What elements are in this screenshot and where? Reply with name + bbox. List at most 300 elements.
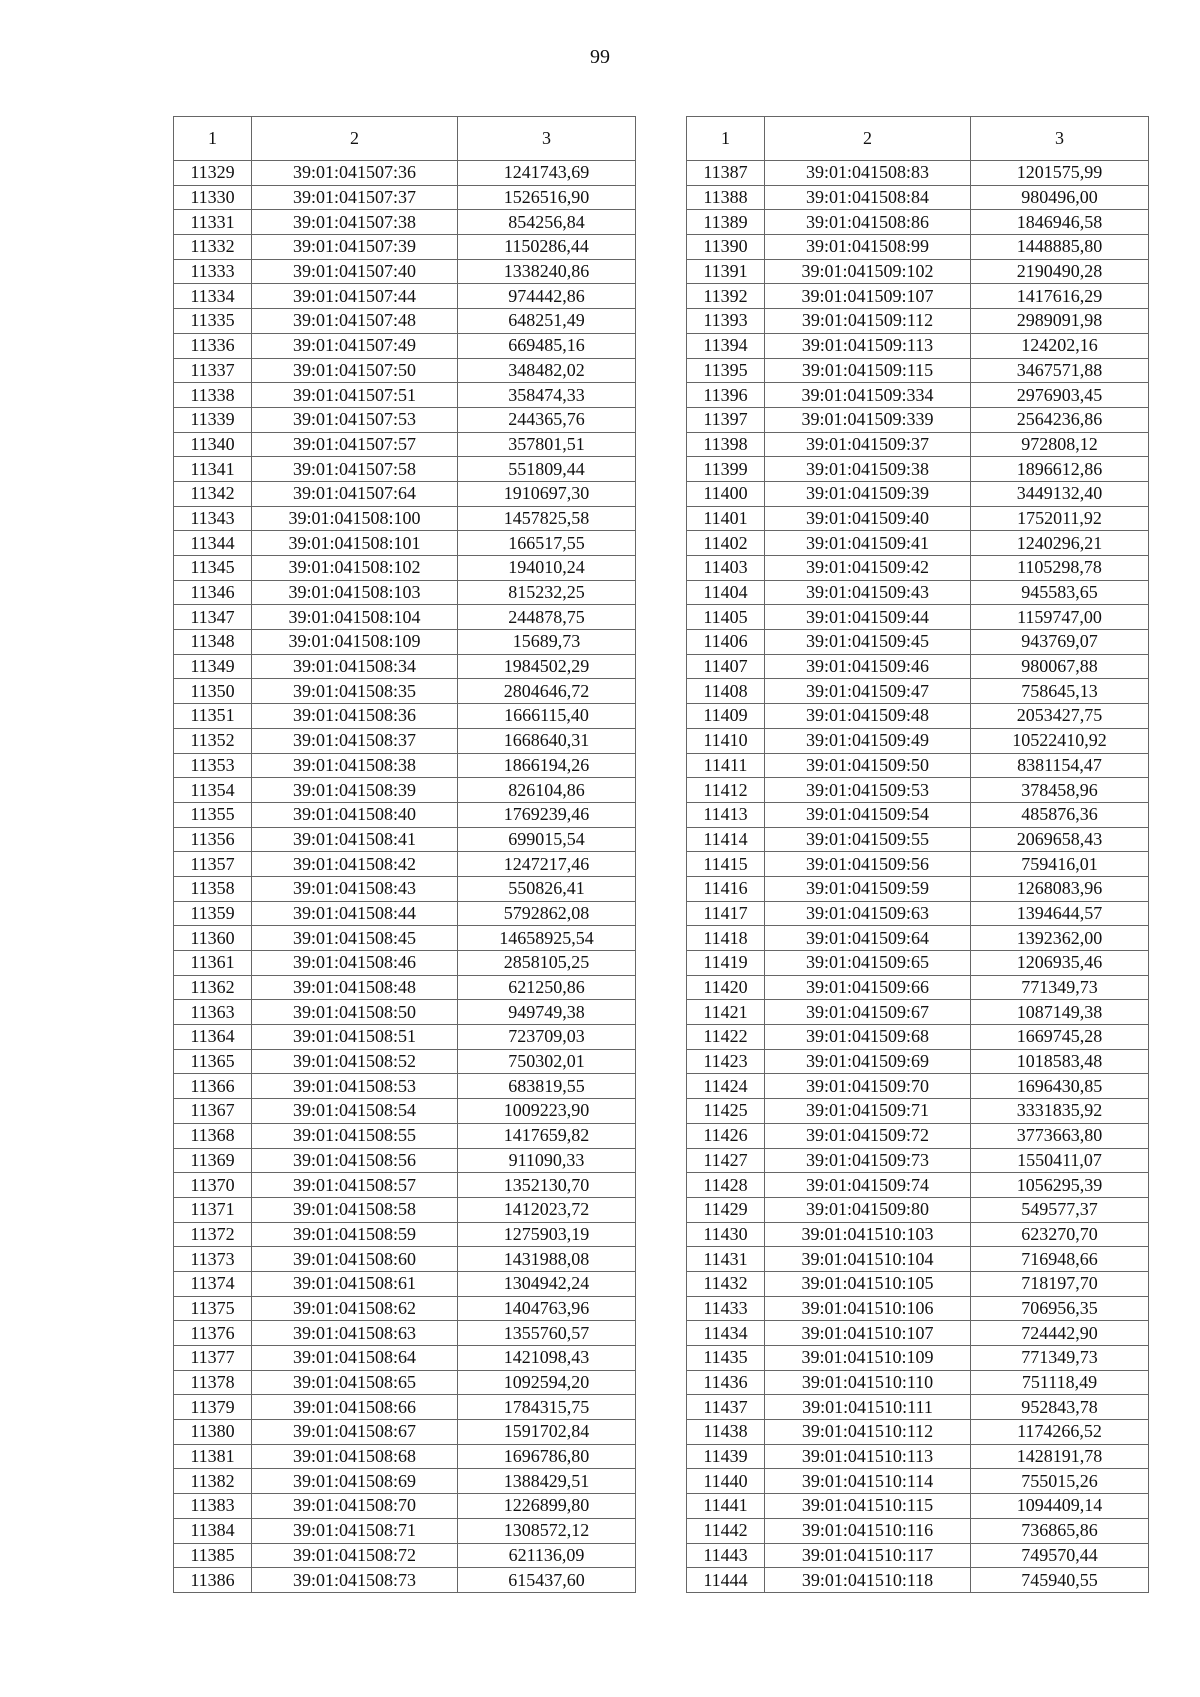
value-cell: 1247217,46 [458,852,636,877]
cadastral-number-cell: 39:01:041509:334 [765,383,971,408]
value-cell: 1150286,44 [458,235,636,260]
table-row [687,1074,1149,1099]
row-number-cell: 11404 [687,580,765,605]
row-number-cell: 11419 [687,951,765,976]
table-row [687,852,1149,877]
value-cell: 357801,51 [458,432,636,457]
value-cell: 706956,35 [971,1296,1149,1321]
value-cell: 1392362,00 [971,926,1149,951]
cadastral-number-cell: 39:01:041508:67 [252,1420,458,1445]
column-header-3: 3 [458,117,636,161]
row-number-cell: 11333 [174,259,252,284]
row-number-cell: 11390 [687,235,765,260]
register-table-right [686,116,1149,1593]
value-cell: 194010,24 [458,556,636,581]
table-row [687,1271,1149,1296]
row-number-cell: 11428 [687,1173,765,1198]
row-number-cell: 11413 [687,802,765,827]
row-number-cell: 11354 [174,778,252,803]
table-row [174,1247,636,1272]
cadastral-number-cell: 39:01:041508:102 [252,556,458,581]
cadastral-number-cell: 39:01:041507:36 [252,161,458,186]
table-row [687,161,1149,186]
cadastral-number-cell: 39:01:041508:55 [252,1123,458,1148]
row-number-cell: 11346 [174,580,252,605]
table-row [174,506,636,531]
cadastral-number-cell: 39:01:041508:60 [252,1247,458,1272]
value-cell: 749570,44 [971,1543,1149,1568]
table-row [687,1049,1149,1074]
table-row [687,778,1149,803]
value-cell: 2190490,28 [971,259,1149,284]
cadastral-number-cell: 39:01:041509:47 [765,679,971,704]
value-cell: 378458,96 [971,778,1149,803]
row-number-cell: 11352 [174,728,252,753]
row-number-cell: 11374 [174,1271,252,1296]
row-number-cell: 11339 [174,407,252,432]
cadastral-number-cell: 39:01:041509:37 [765,432,971,457]
value-cell: 1866194,26 [458,753,636,778]
value-cell: 718197,70 [971,1271,1149,1296]
value-cell: 826104,86 [458,778,636,803]
row-number-cell: 11356 [174,827,252,852]
table-row [174,1420,636,1445]
value-cell: 759416,01 [971,852,1149,877]
cadastral-number-cell: 39:01:041508:58 [252,1197,458,1222]
value-cell: 1092594,20 [458,1370,636,1395]
cadastral-number-cell: 39:01:041509:39 [765,481,971,506]
row-number-cell: 11399 [687,457,765,482]
row-number-cell: 11372 [174,1222,252,1247]
value-cell: 724442,90 [971,1321,1149,1346]
cadastral-number-cell: 39:01:041507:49 [252,333,458,358]
row-number-cell: 11433 [687,1296,765,1321]
row-number-cell: 11389 [687,210,765,235]
table-row [174,1148,636,1173]
row-number-cell: 11343 [174,506,252,531]
table-row [174,284,636,309]
value-cell: 550826,41 [458,876,636,901]
value-cell: 1240296,21 [971,531,1149,556]
table-row [174,728,636,753]
value-cell: 1352130,70 [458,1173,636,1198]
cadastral-number-cell: 39:01:041509:112 [765,309,971,334]
row-number-cell: 11351 [174,704,252,729]
cadastral-number-cell: 39:01:041510:115 [765,1494,971,1519]
table-row [174,1000,636,1025]
value-cell: 1431988,08 [458,1247,636,1272]
value-cell: 1666115,40 [458,704,636,729]
column-header-2: 2 [252,117,458,161]
table-header-row [174,117,636,161]
table-row [174,1543,636,1568]
table-row [687,259,1149,284]
row-number-cell: 11394 [687,333,765,358]
cadastral-number-cell: 39:01:041508:72 [252,1543,458,1568]
value-cell: 1206935,46 [971,951,1149,976]
cadastral-number-cell: 39:01:041508:50 [252,1000,458,1025]
value-cell: 1896612,86 [971,457,1149,482]
row-number-cell: 11437 [687,1395,765,1420]
row-number-cell: 11414 [687,827,765,852]
value-cell: 1417616,29 [971,284,1149,309]
row-number-cell: 11381 [174,1444,252,1469]
cadastral-number-cell: 39:01:041508:43 [252,876,458,901]
row-number-cell: 11409 [687,704,765,729]
cadastral-number-cell: 39:01:041509:67 [765,1000,971,1025]
row-number-cell: 11429 [687,1197,765,1222]
row-number-cell: 11359 [174,901,252,926]
value-cell: 1421098,43 [458,1346,636,1371]
cadastral-number-cell: 39:01:041507:39 [252,235,458,260]
row-number-cell: 11361 [174,951,252,976]
value-cell: 736865,86 [971,1518,1149,1543]
table-row [687,1420,1149,1445]
cadastral-number-cell: 39:01:041509:38 [765,457,971,482]
row-number-cell: 11347 [174,605,252,630]
row-number-cell: 11368 [174,1123,252,1148]
cadastral-number-cell: 39:01:041509:107 [765,284,971,309]
table-row [687,1321,1149,1346]
value-cell: 615437,60 [458,1568,636,1593]
cadastral-number-cell: 39:01:041508:71 [252,1518,458,1543]
cadastral-number-cell: 39:01:041509:40 [765,506,971,531]
value-cell: 485876,36 [971,802,1149,827]
value-cell: 1304942,24 [458,1271,636,1296]
value-cell: 751118,49 [971,1370,1149,1395]
cadastral-number-cell: 39:01:041508:39 [252,778,458,803]
cadastral-number-cell: 39:01:041509:69 [765,1049,971,1074]
table-row [174,1025,636,1050]
value-cell: 15689,73 [458,630,636,655]
value-cell: 1669745,28 [971,1025,1149,1050]
table-row [174,1346,636,1371]
value-cell: 244365,76 [458,407,636,432]
cadastral-number-cell: 39:01:041508:103 [252,580,458,605]
row-number-cell: 11392 [687,284,765,309]
value-cell: 1428191,78 [971,1444,1149,1469]
row-number-cell: 11422 [687,1025,765,1050]
value-cell: 1226899,80 [458,1494,636,1519]
table-row [174,383,636,408]
row-number-cell: 11440 [687,1469,765,1494]
value-cell: 551809,44 [458,457,636,482]
table-row [687,1395,1149,1420]
row-number-cell: 11341 [174,457,252,482]
table-row [687,1346,1149,1371]
cadastral-number-cell: 39:01:041508:34 [252,654,458,679]
table-row [687,531,1149,556]
cadastral-number-cell: 39:01:041508:64 [252,1346,458,1371]
value-cell: 854256,84 [458,210,636,235]
cadastral-number-cell: 39:01:041510:104 [765,1247,971,1272]
cadastral-number-cell: 39:01:041507:53 [252,407,458,432]
value-cell: 2053427,75 [971,704,1149,729]
table-row [174,1099,636,1124]
row-number-cell: 11369 [174,1148,252,1173]
page-number: 99 [590,46,610,68]
table-row [687,309,1149,334]
row-number-cell: 11432 [687,1271,765,1296]
table-row [174,802,636,827]
cadastral-number-cell: 39:01:041509:48 [765,704,971,729]
value-cell: 2858105,25 [458,951,636,976]
value-cell: 945583,65 [971,580,1149,605]
row-number-cell: 11391 [687,259,765,284]
cadastral-number-cell: 39:01:041507:58 [252,457,458,482]
value-cell: 972808,12 [971,432,1149,457]
table-row [174,1494,636,1519]
row-number-cell: 11365 [174,1049,252,1074]
row-number-cell: 11360 [174,926,252,951]
row-number-cell: 11387 [687,161,765,186]
table-row [174,1123,636,1148]
cadastral-number-cell: 39:01:041509:113 [765,333,971,358]
table-row [174,654,636,679]
cadastral-number-cell: 39:01:041507:40 [252,259,458,284]
table-row [687,556,1149,581]
cadastral-number-cell: 39:01:041508:86 [765,210,971,235]
value-cell: 815232,25 [458,580,636,605]
row-number-cell: 11364 [174,1025,252,1050]
cadastral-number-cell: 39:01:041508:37 [252,728,458,753]
table-row [687,605,1149,630]
row-number-cell: 11431 [687,1247,765,1272]
value-cell: 1308572,12 [458,1518,636,1543]
value-cell: 244878,75 [458,605,636,630]
row-number-cell: 11329 [174,161,252,186]
value-cell: 1526516,90 [458,185,636,210]
cadastral-number-cell: 39:01:041508:99 [765,235,971,260]
table-row [174,630,636,655]
table-row [687,333,1149,358]
table-row [174,852,636,877]
cadastral-number-cell: 39:01:041508:53 [252,1074,458,1099]
cadastral-number-cell: 39:01:041508:69 [252,1469,458,1494]
row-number-cell: 11396 [687,383,765,408]
value-cell: 1275903,19 [458,1222,636,1247]
row-number-cell: 11402 [687,531,765,556]
row-number-cell: 11411 [687,753,765,778]
table-row [174,1395,636,1420]
table-row [687,876,1149,901]
table-row [687,1025,1149,1050]
table-row [687,358,1149,383]
table-row [174,926,636,951]
cadastral-number-cell: 39:01:041509:44 [765,605,971,630]
row-number-cell: 11385 [174,1543,252,1568]
cadastral-number-cell: 39:01:041508:36 [252,704,458,729]
table-row [687,1370,1149,1395]
cadastral-number-cell: 39:01:041507:37 [252,185,458,210]
table-row [174,1222,636,1247]
table-row [687,802,1149,827]
row-number-cell: 11367 [174,1099,252,1124]
row-number-cell: 11337 [174,358,252,383]
value-cell: 2976903,45 [971,383,1149,408]
value-cell: 621250,86 [458,975,636,1000]
cadastral-number-cell: 39:01:041508:65 [252,1370,458,1395]
row-number-cell: 11420 [687,975,765,1000]
table-row [174,235,636,260]
cadastral-number-cell: 39:01:041509:64 [765,926,971,951]
cadastral-number-cell: 39:01:041508:100 [252,506,458,531]
value-cell: 771349,73 [971,975,1149,1000]
row-number-cell: 11349 [174,654,252,679]
cadastral-number-cell: 39:01:041509:102 [765,259,971,284]
value-cell: 648251,49 [458,309,636,334]
table-row [687,1568,1149,1593]
table-row [687,383,1149,408]
table-row [174,210,636,235]
value-cell: 3773663,80 [971,1123,1149,1148]
table-row [174,605,636,630]
cadastral-number-cell: 39:01:041508:66 [252,1395,458,1420]
row-number-cell: 11376 [174,1321,252,1346]
row-number-cell: 11355 [174,802,252,827]
cadastral-number-cell: 39:01:041508:42 [252,852,458,877]
cadastral-number-cell: 39:01:041510:113 [765,1444,971,1469]
cadastral-number-cell: 39:01:041510:111 [765,1395,971,1420]
row-number-cell: 11332 [174,235,252,260]
row-number-cell: 11397 [687,407,765,432]
row-number-cell: 11342 [174,481,252,506]
row-number-cell: 11373 [174,1247,252,1272]
table-row [687,185,1149,210]
cadastral-number-cell: 39:01:041508:70 [252,1494,458,1519]
row-number-cell: 11345 [174,556,252,581]
table-row [174,1074,636,1099]
row-number-cell: 11403 [687,556,765,581]
value-cell: 1910697,30 [458,481,636,506]
value-cell: 2069658,43 [971,827,1149,852]
table-row [687,1247,1149,1272]
table-row [174,531,636,556]
value-cell: 949749,38 [458,1000,636,1025]
value-cell: 1355760,57 [458,1321,636,1346]
value-cell: 1784315,75 [458,1395,636,1420]
column-header-3: 3 [971,117,1149,161]
table-row [687,926,1149,951]
value-cell: 623270,70 [971,1222,1149,1247]
value-cell: 2564236,86 [971,407,1149,432]
table-row [687,1296,1149,1321]
cadastral-number-cell: 39:01:041510:105 [765,1271,971,1296]
table-row [687,580,1149,605]
cadastral-number-cell: 39:01:041508:73 [252,1568,458,1593]
value-cell: 980067,88 [971,654,1149,679]
cadastral-number-cell: 39:01:041508:41 [252,827,458,852]
cadastral-number-cell: 39:01:041509:115 [765,358,971,383]
cadastral-number-cell: 39:01:041509:68 [765,1025,971,1050]
row-number-cell: 11406 [687,630,765,655]
table-row [174,1296,636,1321]
value-cell: 723709,03 [458,1025,636,1050]
table-row [687,827,1149,852]
cadastral-number-cell: 39:01:041510:107 [765,1321,971,1346]
value-cell: 1752011,92 [971,506,1149,531]
table-row [687,1000,1149,1025]
row-number-cell: 11421 [687,1000,765,1025]
row-number-cell: 11444 [687,1568,765,1593]
value-cell: 669485,16 [458,333,636,358]
value-cell: 1159747,00 [971,605,1149,630]
row-number-cell: 11353 [174,753,252,778]
cadastral-number-cell: 39:01:041509:41 [765,531,971,556]
value-cell: 1769239,46 [458,802,636,827]
value-cell: 755015,26 [971,1469,1149,1494]
row-number-cell: 11340 [174,432,252,457]
cadastral-number-cell: 39:01:041507:44 [252,284,458,309]
row-number-cell: 11335 [174,309,252,334]
row-number-cell: 11427 [687,1148,765,1173]
row-number-cell: 11358 [174,876,252,901]
table-row [687,1222,1149,1247]
cadastral-number-cell: 39:01:041507:51 [252,383,458,408]
table-row [687,210,1149,235]
value-cell: 974442,86 [458,284,636,309]
value-cell: 3449132,40 [971,481,1149,506]
cadastral-number-cell: 39:01:041509:50 [765,753,971,778]
cadastral-number-cell: 39:01:041509:80 [765,1197,971,1222]
cadastral-number-cell: 39:01:041510:117 [765,1543,971,1568]
row-number-cell: 11380 [174,1420,252,1445]
cadastral-number-cell: 39:01:041507:48 [252,309,458,334]
cadastral-number-cell: 39:01:041509:54 [765,802,971,827]
table-row [687,1099,1149,1124]
row-number-cell: 11395 [687,358,765,383]
row-number-cell: 11408 [687,679,765,704]
table-row [174,161,636,186]
cadastral-number-cell: 39:01:041508:84 [765,185,971,210]
row-number-cell: 11401 [687,506,765,531]
table-header-row [687,117,1149,161]
value-cell: 943769,07 [971,630,1149,655]
table-row [687,901,1149,926]
value-cell: 699015,54 [458,827,636,852]
table-row [687,1543,1149,1568]
cadastral-number-cell: 39:01:041510:109 [765,1346,971,1371]
value-cell: 1417659,82 [458,1123,636,1148]
table-row [174,679,636,704]
cadastral-number-cell: 39:01:041509:66 [765,975,971,1000]
cadastral-number-cell: 39:01:041509:59 [765,876,971,901]
row-number-cell: 11416 [687,876,765,901]
value-cell: 758645,13 [971,679,1149,704]
cadastral-number-cell: 39:01:041508:57 [252,1173,458,1198]
table-row [687,630,1149,655]
value-cell: 1668640,31 [458,728,636,753]
value-cell: 716948,66 [971,1247,1149,1272]
cadastral-number-cell: 39:01:041508:104 [252,605,458,630]
table-row [687,481,1149,506]
row-number-cell: 11330 [174,185,252,210]
cadastral-number-cell: 39:01:041508:45 [252,926,458,951]
cadastral-number-cell: 39:01:041508:61 [252,1271,458,1296]
row-number-cell: 11382 [174,1469,252,1494]
value-cell: 1696430,85 [971,1074,1149,1099]
value-cell: 1174266,52 [971,1420,1149,1445]
table-row [687,1173,1149,1198]
cadastral-number-cell: 39:01:041508:48 [252,975,458,1000]
table-row [174,259,636,284]
table-row [687,506,1149,531]
value-cell: 166517,55 [458,531,636,556]
row-number-cell: 11435 [687,1346,765,1371]
value-cell: 683819,55 [458,1074,636,1099]
cadastral-number-cell: 39:01:041509:65 [765,951,971,976]
row-number-cell: 11423 [687,1049,765,1074]
